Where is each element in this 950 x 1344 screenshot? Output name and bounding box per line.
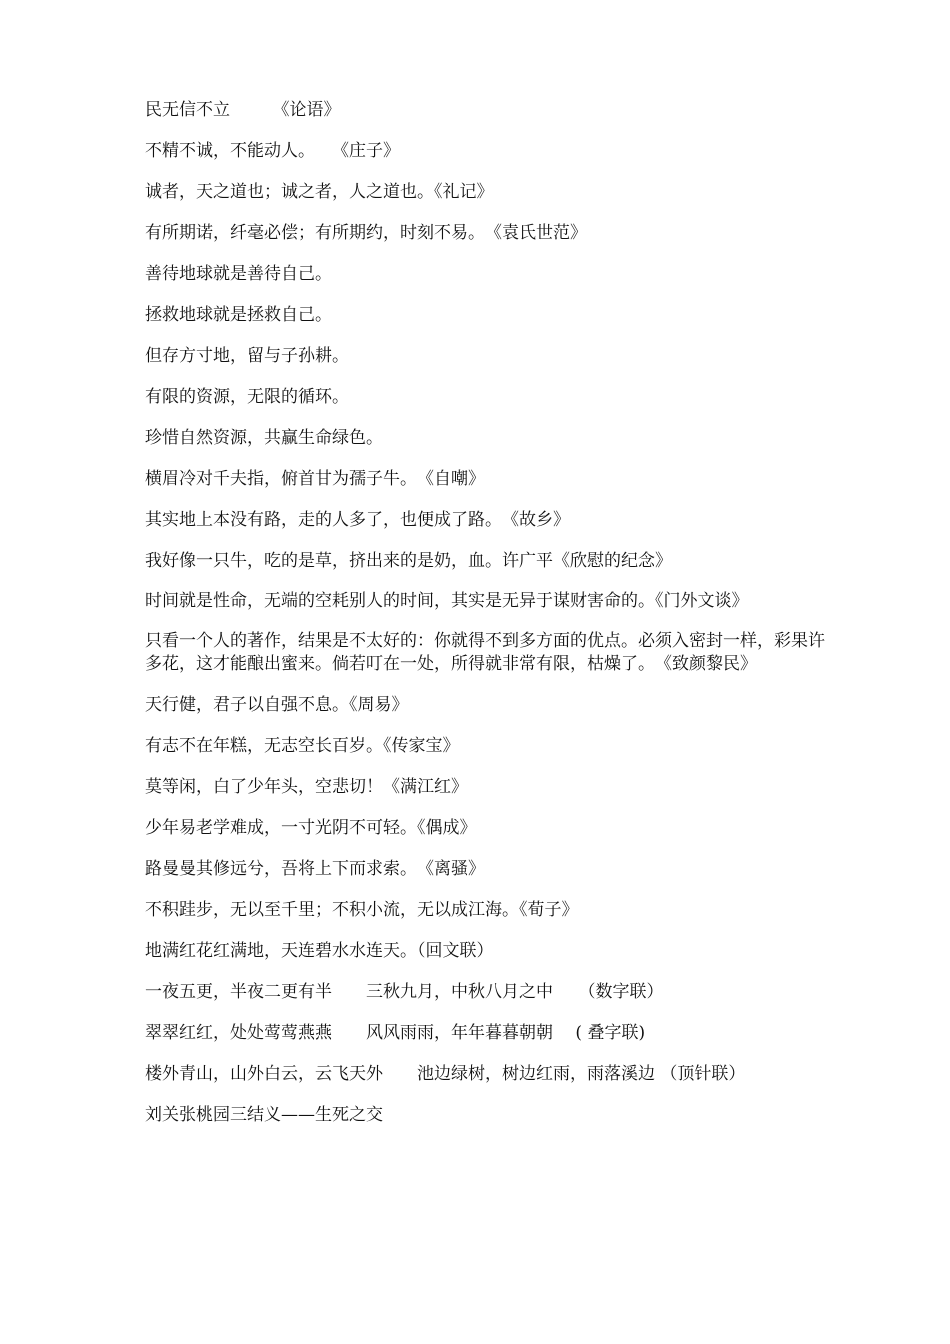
slogan-line: 拯救地球就是拯救自己。 <box>145 305 332 325</box>
quote-line: 民无信不立 《论语》 <box>145 100 341 120</box>
quote-line: 诚者，天之道也；诚之者，人之道也。《礼记》 <box>145 182 494 202</box>
slogan-line: 有限的资源，无限的循环。 <box>145 387 349 407</box>
slogan-line: 但存方寸地，留与子孙耕。 <box>145 346 349 366</box>
quote-line: 我好像一只牛，吃的是草，挤出来的是奶，血。许广平《欣慰的纪念》 <box>145 551 672 571</box>
couplet-line: 楼外青山，山外白云，云飞天外 池边绿树，树边红雨，雨落溪边 （顶针联） <box>145 1064 746 1084</box>
quote-line: 有所期诺，纤毫必偿；有所期约，时刻不易。 《袁氏世范》 <box>145 223 587 243</box>
document-body <box>145 98 825 1144</box>
quote-line: 少年易老学难成，一寸光阴不可轻。《偶成》 <box>145 818 477 838</box>
couplet-line: 翠翠红红，处处莺莺燕燕 风风雨雨，年年暮暮朝朝 ( 叠字联) <box>145 1023 646 1043</box>
slogan-line: 善待地球就是善待自己。 <box>145 264 332 284</box>
quote-line: 莫等闲，白了少年头，空悲切！《满江红》 <box>145 777 468 797</box>
quote-paragraph: 只看一个人的著作，结果是不太好的：你就得不到多方面的优点。必须入密封一样，彩果许多花，这才能酿出蜜来。倘若叮在一处，所得就非常有限，枯燥了。 《致颜黎民》 <box>145 631 825 674</box>
quote-line: 其实地上本没有路，走的人多了，也便成了路。 《故乡》 <box>145 510 570 530</box>
slogan-line: 珍惜自然资源，共赢生命绿色。 <box>145 428 383 448</box>
idiom-line: 刘关张桃园三结义——生死之交 <box>145 1105 383 1125</box>
quote-paragraph: 时间就是性命，无端的空耗别人的时间，其实是无异于谋财害命的。《门外文谈》 <box>145 591 749 611</box>
quote-line: 路曼曼其修远兮，吾将上下而求索。 《离骚》 <box>145 859 485 879</box>
quote-line: 横眉冷对千夫指，俯首甘为孺子牛。 《自嘲》 <box>145 469 485 489</box>
couplet-line: 一夜五更，半夜二更有半 三秋九月，中秋八月之中 （数字联） <box>145 982 664 1002</box>
quote-line: 不积跬步，无以至千里；不积小流，无以成江海。《荀子》 <box>145 900 579 920</box>
quote-line: 有志不在年糕，无志空长百岁。《传家宝》 <box>145 736 460 756</box>
quote-line: 不精不诚，不能动人。 《庄子》 <box>145 141 400 161</box>
quote-line: 天行健，君子以自强不息。《周易》 <box>145 695 409 715</box>
couplet-line: 地满红花红满地，天连碧水水连天。（回文联） <box>145 941 494 961</box>
